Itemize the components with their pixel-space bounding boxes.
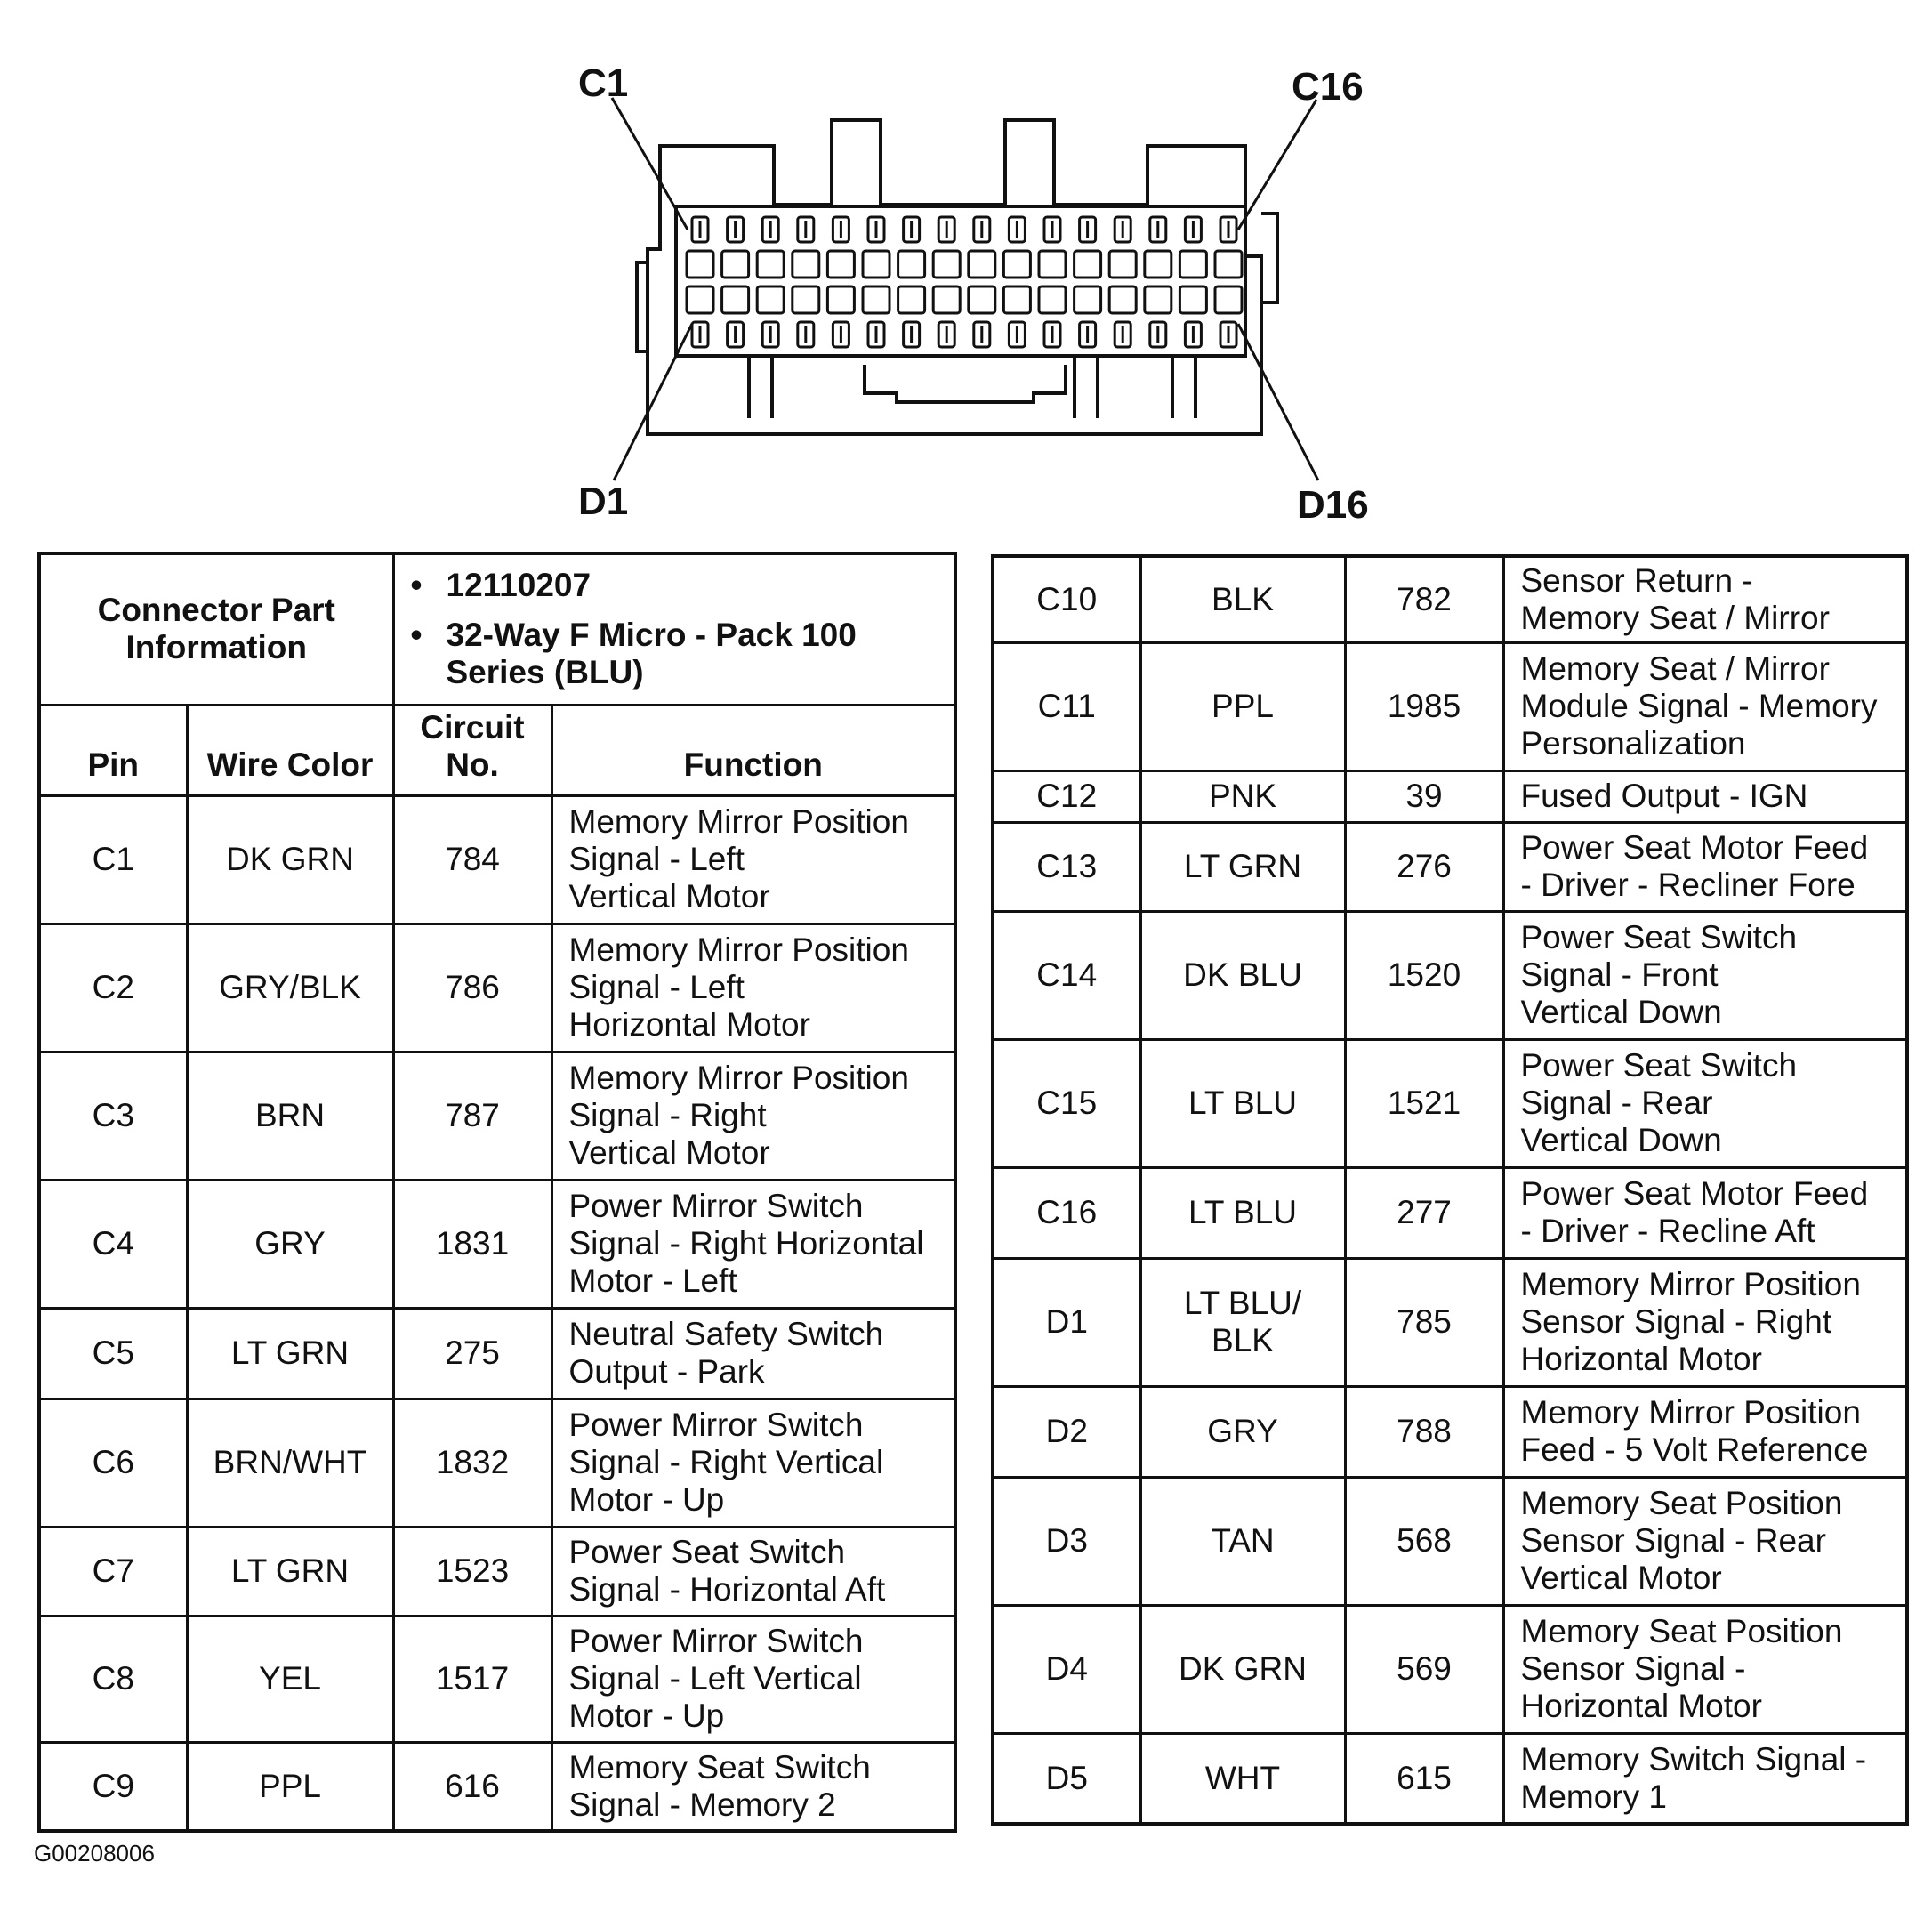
pin-cavity-c [933,251,960,278]
table-row [39,795,955,923]
pin-cavity-c [722,251,749,278]
pin-cavity-d [933,286,960,313]
pin-cavity-d [1145,286,1171,313]
wire-color-cell: BRN/WHT [187,1399,393,1527]
circuit-cell: 785 [1345,1258,1503,1386]
wire-color-cell: GRY [187,1180,393,1308]
table-row [39,1527,955,1616]
table-row [39,1052,955,1180]
function-cell: Memory Mirror Position Signal - Left Horizontal Motor [551,923,955,1052]
circuit-cell: 784 [393,795,551,923]
circuit-cell: 1523 [393,1527,551,1616]
part-info-details [393,553,955,705]
circuit-cell: 568 [1345,1477,1503,1605]
table-row [993,556,1907,642]
circuit-cell: 615 [1345,1733,1503,1824]
pin-cavity-c [827,251,854,278]
label-d16: D16 [1297,483,1369,527]
pin-cell: C10 [993,556,1140,642]
wire-color-cell: LT BLU [1140,1167,1345,1258]
wire-color-cell: PPL [1140,642,1345,770]
pin-cell: D5 [993,1733,1140,1824]
leader-c16 [1238,100,1316,230]
pin-cavity-d [969,286,995,313]
function-cell: Power Mirror Switch Signal - Left Vertical Motor - Up [551,1616,955,1742]
table-row [39,923,955,1052]
table-row [993,911,1907,1039]
wire-color-cell: GRY/BLK [187,923,393,1052]
pin-cavity-c [687,251,713,278]
table-row [993,1039,1907,1167]
wire-color-cell: LT GRN [1140,822,1345,911]
wire-color-cell: BLK [1140,556,1345,642]
function-cell: Power Seat Motor Feed - Driver - Recliner Fore [1503,822,1907,911]
pin-cell: C2 [39,923,187,1052]
wire-color-cell: YEL [187,1616,393,1742]
circuit-cell: 1520 [1345,911,1503,1039]
pin-cavity-c [793,251,819,278]
pin-cavity-c [1075,251,1101,278]
circuit-cell: 616 [393,1742,551,1831]
label-d1: D1 [578,480,629,523]
function-cell: Power Seat Switch Signal - Front Vertical Down [1503,911,1907,1039]
function-cell: Power Mirror Switch Signal - Right Horizontal Motor - Left [551,1180,955,1308]
wire-color-cell: PPL [187,1742,393,1831]
part-info-label: Connector Part Information [39,553,393,705]
wire-color-cell: PNK [1140,770,1345,822]
function-cell: Neutral Safety Switch Output - Park [551,1308,955,1399]
pin-cavity-d [1003,286,1030,313]
function-cell: Power Seat Switch Signal - Rear Vertical Down [1503,1039,1907,1167]
pin-cavity-d [1075,286,1101,313]
leader-d16 [1238,324,1318,480]
function-cell: Memory Mirror Position Feed - 5 Volt Reference [1503,1386,1907,1477]
table-row [993,1258,1907,1386]
table-row [39,1308,955,1399]
table-row [993,1477,1907,1605]
function-cell: Power Seat Motor Feed - Driver - Recline Aft [1503,1167,1907,1258]
pin-cavity-c [1145,251,1171,278]
pin-cell: C15 [993,1039,1140,1167]
pin-cavity-c [1109,251,1136,278]
circuit-cell: 786 [393,923,551,1052]
pin-cavity-d [793,286,819,313]
key-slot [865,365,1066,402]
pin-cavity-c [969,251,995,278]
circuit-cell: 1832 [393,1399,551,1527]
wire-color-cell: LT BLU/ BLK [1140,1258,1345,1386]
wire-color-cell: DK GRN [1140,1605,1345,1733]
pin-cavity-c [863,251,890,278]
function-cell: Memory Seat / Mirror Module Signal - Memory Personalization [1503,642,1907,770]
pin-cell: D2 [993,1386,1140,1477]
wire-color-cell: WHT [1140,1733,1345,1824]
pin-cell: C13 [993,822,1140,911]
function-cell: Memory Seat Switch Signal - Memory 2 [551,1742,955,1831]
pin-cavity-d [1179,286,1206,313]
pin-cell: C4 [39,1180,187,1308]
pin-cavity-d [757,286,784,313]
col-header-circuit: Circuit No. [393,705,551,795]
wire-color-cell: LT GRN [187,1308,393,1399]
function-cell: Power Seat Switch Signal - Horizontal Aft [551,1527,955,1616]
pin-cell: D3 [993,1477,1140,1605]
pin-cell: C11 [993,642,1140,770]
part-number: • 12110207 [410,567,592,604]
pin-cavity-d [1215,286,1242,313]
circuit-cell: 276 [1345,822,1503,911]
pin-cavity-d [1109,286,1136,313]
col-header-wire-color: Wire Color [187,705,393,795]
wire-color-cell: DK GRN [187,795,393,923]
wire-color-cell: BRN [187,1052,393,1180]
wire-color-cell: TAN [1140,1477,1345,1605]
pinout-table-right [991,554,1909,1826]
circuit-cell: 782 [1345,556,1503,642]
circuit-cell: 275 [393,1308,551,1399]
pin-cell: C8 [39,1616,187,1742]
table-row [993,1386,1907,1477]
table-row [993,642,1907,770]
table-row [39,1180,955,1308]
column-header-row [39,705,955,795]
circuit-cell: 787 [393,1052,551,1180]
pin-cell: C6 [39,1399,187,1527]
function-cell: Memory Mirror Position Signal - Right Vertical Motor [551,1052,955,1180]
pin-cell: C16 [993,1167,1140,1258]
function-cell: Memory Seat Position Sensor Signal - Horizontal Motor [1503,1605,1907,1733]
table-row [993,1167,1907,1258]
wire-color-cell: DK BLU [1140,911,1345,1039]
right-latch [1261,214,1277,302]
part-info-row [39,553,955,705]
pin-cell: C9 [39,1742,187,1831]
function-cell: Memory Mirror Position Sensor Signal - Right Horizontal Motor [1503,1258,1907,1386]
circuit-cell: 1517 [393,1616,551,1742]
pin-cavity-c [1003,251,1030,278]
pinout-table-left [37,552,957,1833]
pin-cavity-c [1215,251,1242,278]
wire-color-cell: LT GRN [187,1527,393,1616]
circuit-cell: 788 [1345,1386,1503,1477]
function-cell: Sensor Return - Memory Seat / Mirror [1503,556,1907,642]
pin-cavity-c [757,251,784,278]
pin-cell: D4 [993,1605,1140,1733]
table-row [39,1616,955,1742]
table-row [39,1742,955,1831]
bottom-posts [749,356,1195,418]
wire-color-cell: GRY [1140,1386,1345,1477]
circuit-cell: 277 [1345,1167,1503,1258]
pin-cavity-d [863,286,890,313]
pin-cell: C7 [39,1527,187,1616]
leader-d1 [614,324,692,480]
pin-cell: C14 [993,911,1140,1039]
pin-cavity-c [898,251,925,278]
col-header-function: Function [551,705,955,795]
leader-c1 [612,98,688,230]
pin-cavity-c [1179,251,1206,278]
function-cell: Fused Output - IGN [1503,770,1907,822]
circuit-cell: 1521 [1345,1039,1503,1167]
pin-cavity-c [1039,251,1066,278]
pin-cell: C3 [39,1052,187,1180]
pin-cavity-d [687,286,713,313]
pin-cell: C1 [39,795,187,923]
circuit-cell: 39 [1345,770,1503,822]
pin-cavity-d [1039,286,1066,313]
pin-cell: C5 [39,1308,187,1399]
pin-cavity-d [722,286,749,313]
figure-id: G00208006 [34,1840,155,1867]
function-cell: Memory Mirror Position Signal - Left Vertical Motor [551,795,955,923]
circuit-cell: 569 [1345,1605,1503,1733]
part-description: • 32-Way F Micro - Pack 100 Series (BLU) [410,617,857,691]
table-row [993,1605,1907,1733]
function-cell: Memory Seat Position Sensor Signal - Rear Vertical Motor [1503,1477,1907,1605]
pin-cavity-d [827,286,854,313]
connector-diagram [0,0,1932,534]
table-row [39,1399,955,1527]
table-row [993,822,1907,911]
wire-color-cell: LT BLU [1140,1039,1345,1167]
circuit-cell: 1831 [393,1180,551,1308]
table-row [993,770,1907,822]
circuit-cell: 1985 [1345,642,1503,770]
label-c16: C16 [1292,65,1364,109]
col-header-pin: Pin [39,705,187,795]
pin-cavity-d [898,286,925,313]
pin-cell: C12 [993,770,1140,822]
table-row [993,1733,1907,1824]
pin-cell: D1 [993,1258,1140,1386]
function-cell: Power Mirror Switch Signal - Right Vertical Motor - Up [551,1399,955,1527]
pin-rows [687,217,1242,347]
function-cell: Memory Switch Signal - Memory 1 [1503,1733,1907,1824]
label-c1: C1 [578,61,629,105]
